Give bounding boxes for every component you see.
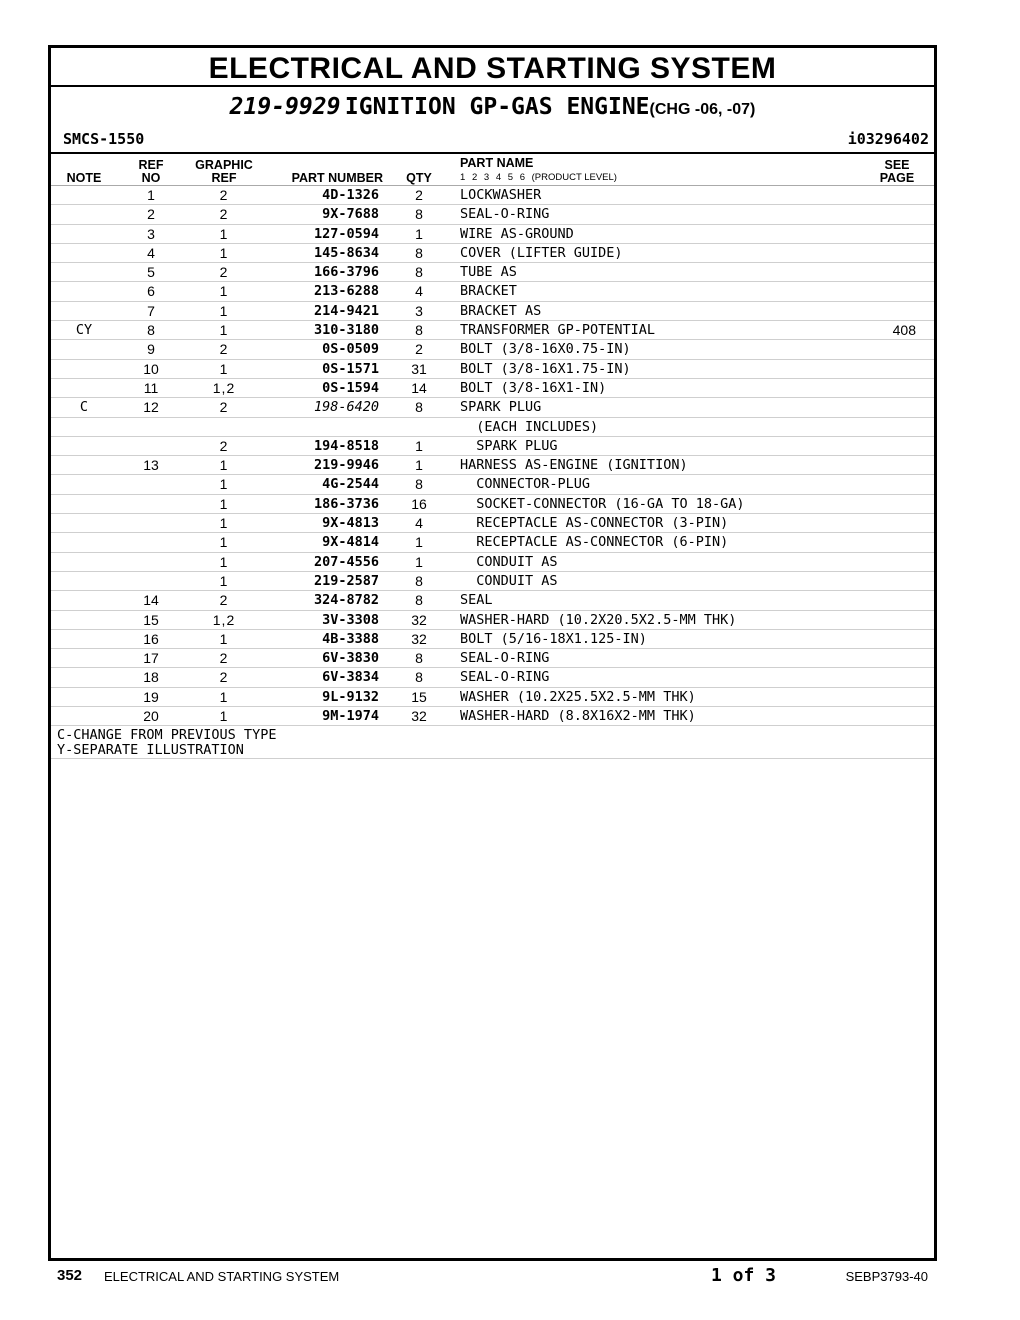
header-note: NOTE (66, 171, 102, 185)
footer-section: ELECTRICAL AND STARTING SYSTEM (104, 1269, 340, 1284)
row-part-number: 9L-9132 (322, 688, 379, 705)
row-part-number: 310-3180 (313, 322, 379, 339)
row-part-number: 3V-3308 (322, 611, 379, 628)
row-part-name: BRACKET AS (460, 302, 542, 319)
product-level-3: 3 (483, 172, 490, 183)
row-part-name: RECEPTACLE AS-CONNECTOR (3-PIN) (460, 515, 729, 532)
row-part-number: 9M-1974 (322, 708, 379, 725)
row-part-name: BOLT (5/16-18X1.125-IN) (460, 630, 647, 647)
info-id: i03296402 (847, 130, 929, 148)
row-qty: 8 (415, 650, 423, 667)
header-see-top: SEE (884, 158, 910, 172)
change-level: (CHG -06, -07) (649, 101, 756, 118)
table-row (51, 591, 934, 610)
row-graphic-ref: 2 (219, 669, 229, 686)
row-ref-no: 11 (143, 379, 159, 396)
table-row (51, 572, 934, 591)
product-level-6: 6 (519, 172, 525, 183)
row-part-number: 186-3736 (313, 495, 379, 512)
row-part-number: 207-4556 (313, 553, 379, 570)
row-part-number: 0S-0509 (322, 341, 379, 358)
row-part-name: BOLT (3/8-16X1-IN) (460, 379, 607, 396)
row-part-number: 4B-3388 (322, 630, 379, 647)
row-part-name: SEAL-O-RING (460, 669, 550, 686)
group-subtitle (51, 92, 934, 125)
header-graphic-ref (189, 159, 259, 185)
row-part-number: 9X-4813 (322, 515, 379, 532)
product-level-1: 1 (460, 172, 466, 183)
row-part-number: 6V-3834 (322, 669, 379, 686)
header-graphic-bottom: REF (211, 171, 237, 185)
product-level-5: 5 (507, 172, 514, 183)
row-part-name: TUBE AS (460, 264, 517, 281)
row-part-name: SEAL-O-RING (460, 650, 550, 667)
table-row (51, 630, 934, 649)
row-ref-no: 16 (143, 630, 159, 647)
row-note: C (79, 399, 89, 416)
row-ref-no: 6 (147, 283, 155, 300)
row-qty: 8 (415, 572, 423, 589)
row-graphic-ref: 1 (219, 476, 229, 493)
row-part-name: SEAL-O-RING (460, 206, 550, 223)
parts-table (51, 185, 934, 759)
table-row (51, 456, 934, 475)
row-ref-no: 15 (143, 611, 159, 628)
row-part-number: 4G-2544 (322, 476, 379, 493)
row-qty: 1 (415, 225, 423, 242)
page-footer (0, 1267, 1020, 1291)
row-part-name: RECEPTACLE AS-CONNECTOR (6-PIN) (460, 534, 729, 551)
row-qty: 2 (415, 187, 423, 203)
row-part-name: BRACKET (460, 283, 517, 300)
table-row (51, 186, 934, 205)
header-see-bottom: PAGE (879, 171, 915, 185)
row-part-number: 127-0594 (313, 225, 379, 242)
note-line: Y-SEPARATE ILLUSTRATION (57, 742, 244, 759)
row-qty: 1 (415, 437, 423, 454)
row-part-number: 166-3796 (313, 264, 379, 281)
row-graphic-ref: 1 (219, 225, 229, 242)
row-part-name: HARNESS AS-ENGINE (IGNITION) (460, 457, 688, 474)
note-line: C-CHANGE FROM PREVIOUS TYPE (57, 727, 277, 744)
row-ref-no: 14 (143, 592, 159, 609)
page-frame (48, 45, 937, 1261)
row-qty: 8 (415, 476, 423, 493)
row-graphic-ref: 1 (219, 572, 229, 589)
table-row (51, 302, 934, 321)
table-row (51, 649, 934, 668)
row-ref-no: 2 (147, 206, 155, 223)
row-qty: 8 (415, 206, 423, 223)
table-row (51, 514, 934, 533)
table-row (51, 533, 934, 552)
row-part-name: CONDUIT AS (460, 553, 558, 570)
table-row (51, 418, 934, 437)
row-ref-no: 8 (147, 322, 155, 339)
row-graphic-ref: 2 (219, 650, 229, 667)
table-row (51, 495, 934, 514)
table-row (51, 707, 934, 726)
row-part-number: 324-8782 (313, 592, 379, 609)
header-ref-top: REF (138, 158, 164, 172)
row-graphic-ref: 2 (219, 187, 229, 203)
row-graphic-ref: 2 (219, 592, 229, 609)
row-part-number: 9X-7688 (322, 206, 379, 223)
row-qty: 8 (415, 399, 423, 416)
row-part-number: 194-8518 (313, 437, 379, 454)
row-part-number: 0S-1594 (322, 379, 379, 396)
row-ref-no: 3 (147, 225, 155, 242)
row-qty: 8 (415, 669, 423, 686)
row-ref-no: 7 (147, 302, 155, 319)
page-number: 352 (57, 1267, 83, 1284)
row-part-name: SPARK PLUG (460, 399, 542, 416)
row-part-number: 6V-3830 (322, 650, 379, 667)
row-ref-no: 9 (147, 341, 155, 358)
row-qty: 1 (415, 534, 423, 551)
row-part-name: (EACH INCLUDES) (460, 418, 599, 435)
table-row (51, 668, 934, 687)
row-part-number: 0S-1571 (322, 360, 379, 377)
table-row (51, 321, 934, 340)
header-part-name: PART NAME (460, 156, 534, 170)
row-qty: 8 (415, 592, 423, 609)
product-level-header (460, 172, 617, 183)
row-ref-no: 5 (147, 264, 155, 281)
table-row (51, 437, 934, 456)
row-part-number: 4D-1326 (322, 187, 379, 203)
row-ref-no: 18 (143, 669, 159, 686)
row-graphic-ref: 1 (219, 630, 229, 647)
row-ref-no: 13 (143, 457, 159, 474)
row-graphic-ref: 1 (219, 495, 229, 512)
row-part-name: CONNECTOR-PLUG (460, 476, 591, 493)
row-ref-no: 12 (143, 399, 159, 416)
row-see-page: 408 (892, 322, 916, 339)
header-divider (51, 152, 934, 154)
table-row (51, 225, 934, 244)
row-qty: 32 (411, 611, 427, 628)
row-graphic-ref: 2 (219, 437, 229, 454)
row-part-number: 219-9946 (313, 457, 379, 474)
row-part-name: BOLT (3/8-16X0.75-IN) (460, 341, 631, 358)
row-part-number: 214-9421 (313, 302, 379, 319)
row-graphic-ref: 1 (219, 515, 229, 532)
row-part-name: WASHER-HARD (10.2X20.5X2.5-MM THK) (460, 611, 737, 628)
row-part-name: COVER (LIFTER GUIDE) (460, 244, 623, 261)
table-row (51, 360, 934, 379)
row-graphic-ref: 2 (219, 399, 229, 416)
group-number: 219-9929 (229, 94, 341, 120)
row-qty: 1 (415, 553, 423, 570)
row-qty: 32 (411, 630, 427, 647)
header-ref-no (131, 159, 171, 185)
group-name: IGNITION GP-GAS ENGINE (344, 94, 650, 120)
row-qty: 14 (411, 379, 427, 396)
header-ref-bottom: NO (141, 171, 161, 185)
row-part-number: 198-6420 (313, 399, 379, 416)
page-title: ELECTRICAL AND STARTING SYSTEM (208, 52, 777, 85)
row-qty: 16 (411, 495, 427, 512)
row-qty: 8 (415, 264, 423, 281)
row-part-name: LOCKWASHER (460, 187, 542, 203)
table-row (51, 263, 934, 282)
row-ref-no: 20 (143, 708, 159, 725)
row-qty: 4 (415, 515, 423, 532)
row-qty: 8 (415, 322, 423, 339)
row-part-name: SPARK PLUG (460, 437, 558, 454)
row-ref-no: 10 (143, 360, 159, 377)
header-see-page (877, 159, 917, 185)
row-graphic-ref: 1,2 (212, 379, 236, 396)
row-graphic-ref: 1 (219, 457, 229, 474)
row-graphic-ref: 2 (219, 206, 229, 223)
table-row (51, 475, 934, 494)
row-part-number: 219-2587 (313, 572, 379, 589)
product-level-2: 2 (471, 172, 478, 183)
row-graphic-ref: 1 (219, 360, 229, 377)
product-level-label: (PRODUCT LEVEL) (531, 172, 617, 183)
row-qty: 3 (415, 302, 423, 319)
table-row (51, 611, 934, 630)
document-number: SEBP3793-40 (845, 1269, 928, 1284)
table-row (51, 688, 934, 707)
row-qty: 4 (415, 283, 423, 300)
row-ref-no: 4 (147, 244, 155, 261)
table-row (51, 398, 934, 417)
row-part-number: 213-6288 (313, 283, 379, 300)
table-row (51, 553, 934, 572)
row-graphic-ref: 1 (219, 708, 229, 725)
row-graphic-ref: 1 (219, 244, 229, 261)
row-ref-no: 1 (147, 187, 155, 203)
row-graphic-ref: 2 (219, 264, 229, 281)
row-qty: 2 (415, 341, 423, 358)
row-graphic-ref: 1 (219, 688, 229, 705)
row-note: CY (75, 322, 93, 339)
row-qty: 32 (411, 708, 427, 725)
row-part-name: WASHER (10.2X25.5X2.5-MM THK) (460, 688, 696, 705)
table-row (51, 282, 934, 301)
row-part-name: BOLT (3/8-16X1.75-IN) (460, 360, 631, 377)
row-graphic-ref: 1 (219, 302, 229, 319)
row-ref-no: 17 (143, 650, 159, 667)
table-row (51, 244, 934, 263)
row-graphic-ref: 1 (219, 553, 229, 570)
row-graphic-ref: 2 (219, 341, 229, 358)
table-row (51, 379, 934, 398)
title-divider (51, 85, 934, 87)
notes-legend (51, 726, 934, 759)
row-graphic-ref: 1,2 (212, 611, 236, 628)
row-qty: 31 (411, 360, 427, 377)
row-graphic-ref: 1 (219, 534, 229, 551)
header-graphic-top: GRAPHIC (195, 158, 253, 172)
row-part-name: WASHER-HARD (8.8X16X2-MM THK) (460, 708, 696, 725)
row-part-number: 9X-4814 (322, 534, 379, 551)
row-part-name: SOCKET-CONNECTOR (16-GA TO 18-GA) (460, 495, 745, 512)
row-part-number: 145-8634 (313, 244, 379, 261)
row-qty: 1 (415, 457, 423, 474)
header-qty: QTY (406, 171, 432, 185)
product-level-4: 4 (495, 172, 502, 183)
smcs-code: SMCS-1550 (63, 130, 145, 148)
row-graphic-ref: 1 (219, 322, 229, 339)
page-of: 1 of 3 (711, 1265, 777, 1286)
row-qty: 15 (411, 688, 427, 705)
table-row (51, 340, 934, 359)
row-part-name: WIRE AS-GROUND (460, 225, 574, 242)
row-qty: 8 (415, 244, 423, 261)
row-part-name: CONDUIT AS (460, 572, 558, 589)
row-ref-no: 19 (143, 688, 159, 705)
row-graphic-ref: 1 (219, 283, 229, 300)
header-part-number: PART NUMBER (291, 171, 383, 185)
row-part-name: SEAL (460, 592, 493, 609)
row-part-name: TRANSFORMER GP-POTENTIAL (460, 322, 656, 339)
table-row (51, 205, 934, 224)
